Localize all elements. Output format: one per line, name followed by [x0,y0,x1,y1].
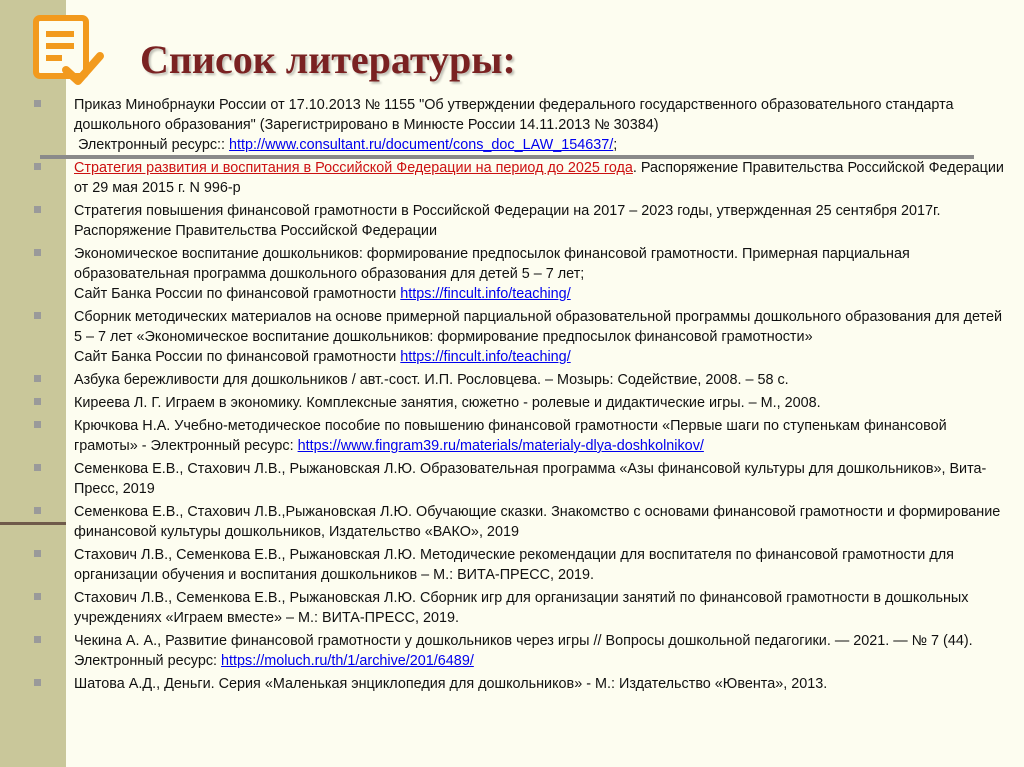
bullet-icon [34,100,41,107]
bullet-icon [34,593,41,600]
list-item [34,545,1004,585]
list-item: Приказ Минобрнауки России от 17.10.2013 № 1155 "Об утверждении федерального государственного образовательного стандарта дошкольного образования" (Зарегистрировано в Минюсте России 14.11.2013 № 30384) Электронный ресурс:: http://www.consultant.ru/document/cons_doc_LAW_154637/; [34,95,1004,155]
page-title: Список литературы: [140,37,516,82]
list-item [34,416,1004,456]
list-item [34,307,1004,367]
list-item [34,588,1004,628]
bullet-icon [34,679,41,686]
bullet-icon [34,312,41,319]
item-text: Стратегия повышения финансовой грамотности в Российской Федерации на 2017 – 2023 годы, утвержденная 25 сентября 2017г. Распоряжение Правительства Российской Федерации [74,203,941,239]
list-item [34,158,1004,198]
item-text: Крючкова Н.А. Учебно-методическое пособие по повышению финансовой грамотности «Первые шаги по ступенькам финансовой грамоты» - Электронный ресурс: [74,418,947,454]
list-item [34,502,1004,542]
list-item [34,201,1004,241]
list-item [34,244,1004,304]
item-text: . Распоряжение Правительства Российской Федерации от 29 мая 2015 г. N 996-р [74,160,1004,196]
item-text: Сборник методических материалов на основе примерной парциальной образовательной программы дошкольного образования для детей 5 – 7 лет «Экономическое воспитание дошкольников: формирование предпосылок финансовой грамотности» [74,309,1003,345]
bullet-icon [34,464,41,471]
consultant-link[interactable]: http://www.consultant.ru/document/cons_doc_LAW_154637/ [229,137,614,153]
strategy-link[interactable]: Стратегия развития и воспитания в Российской Федерации на период до 2025 года [74,160,633,176]
list-item [34,631,1004,671]
item-text: Экономическое воспитание дошкольников: формирование предпосылок финансовой грамотности. Примерная парциальная образовательная программа дошкольного образования для детей 5 – 7 лет; [74,246,910,282]
item-text: Чекина А. А., Развитие финансовой грамотности у дошкольников через игры // Вопросы дошкольной педагогики. — 2021. — № 7 (44). Электронный ресурс: [74,633,973,669]
list-item [34,459,1004,499]
item-text: Шатова А.Д., Деньги. Серия «Маленькая энциклопедия для дошкольников» - М.: Издательство «Ювента», 2013. [74,676,828,692]
item-text: Сайт Банка России по финансовой грамотности [74,349,401,365]
fingram-link[interactable]: https://www.fingram39.ru/materials/materialy-dlya-doshkolnikov/ [297,438,704,454]
bullet-icon [34,507,41,514]
bullet-icon [34,375,41,382]
item-text: Семенкова Е.В., Стахович Л.В.,Рыжановская Л.Ю. Обучающие сказки. Знакомство с основами финансовой грамотности и формирование финансовой культуры дошкольников, Издательство «ВАКО», 2019 [74,504,1001,540]
list-item [34,370,1004,390]
bullet-icon [34,249,41,256]
moluch-link[interactable]: https://moluch.ru/th/1/archive/201/6489/ [221,653,474,669]
bullet-icon [34,398,41,405]
bullet-icon [34,550,41,557]
bullet-icon [34,421,41,428]
item-text: Стахович Л.В., Семенкова Е.В., Рыжановская Л.Ю. Методические рекомендации для воспитателя по финансовой грамотности для организации обучения и воспитания дошкольников – М.: ВИТА-ПРЕСС, 2019. [74,547,954,583]
item-text: Семенкова Е.В., Стахович Л.В., Рыжановская Л.Ю. Образовательная программа «Азы финансовой культуры для дошкольников», Вита-Пресс, 2019 [74,461,987,497]
bullet-icon [34,206,41,213]
fincult-link[interactable]: https://fincult.info/teaching/ [400,286,571,302]
item-text: Сайт Банка России по финансовой грамотности [74,286,401,302]
bibliography-list [34,95,1004,694]
bullet-icon [34,163,41,170]
fincult-link[interactable]: https://fincult.info/teaching/ [400,349,571,365]
item-text: Электронный ресурс:: [78,137,230,153]
item-text: Киреева Л. Г. Играем в экономику. Комплексные занятия, сюжетно - ролевые и дидактические игры. – М., 2008. [74,395,821,411]
item-text: Азбука бережливости для дошкольников / авт.-сост. И.П. Рословцева. – Мозырь: Содействие, 2008. – 58 с. [74,372,789,388]
list-item [34,674,1004,694]
item-text: Стахович Л.В., Семенкова Е.В., Рыжановская Л.Ю. Сборник игр для организации занятий по финансовой грамотности в дошкольных учреждениях «Играем вместе» – М.: ВИТА-ПРЕСС, 2019. [74,590,969,626]
item-text: Приказ Минобрнауки России от 17.10.2013 № 1155 "Об утверждении федерального государственного образовательного стандарта дошкольного образования" (Зарегистрировано в Минюсте России 14.11.2013 № 30384) [74,97,954,133]
checklist-icon [30,14,104,88]
list-item [34,393,1004,413]
bullet-icon [34,636,41,643]
